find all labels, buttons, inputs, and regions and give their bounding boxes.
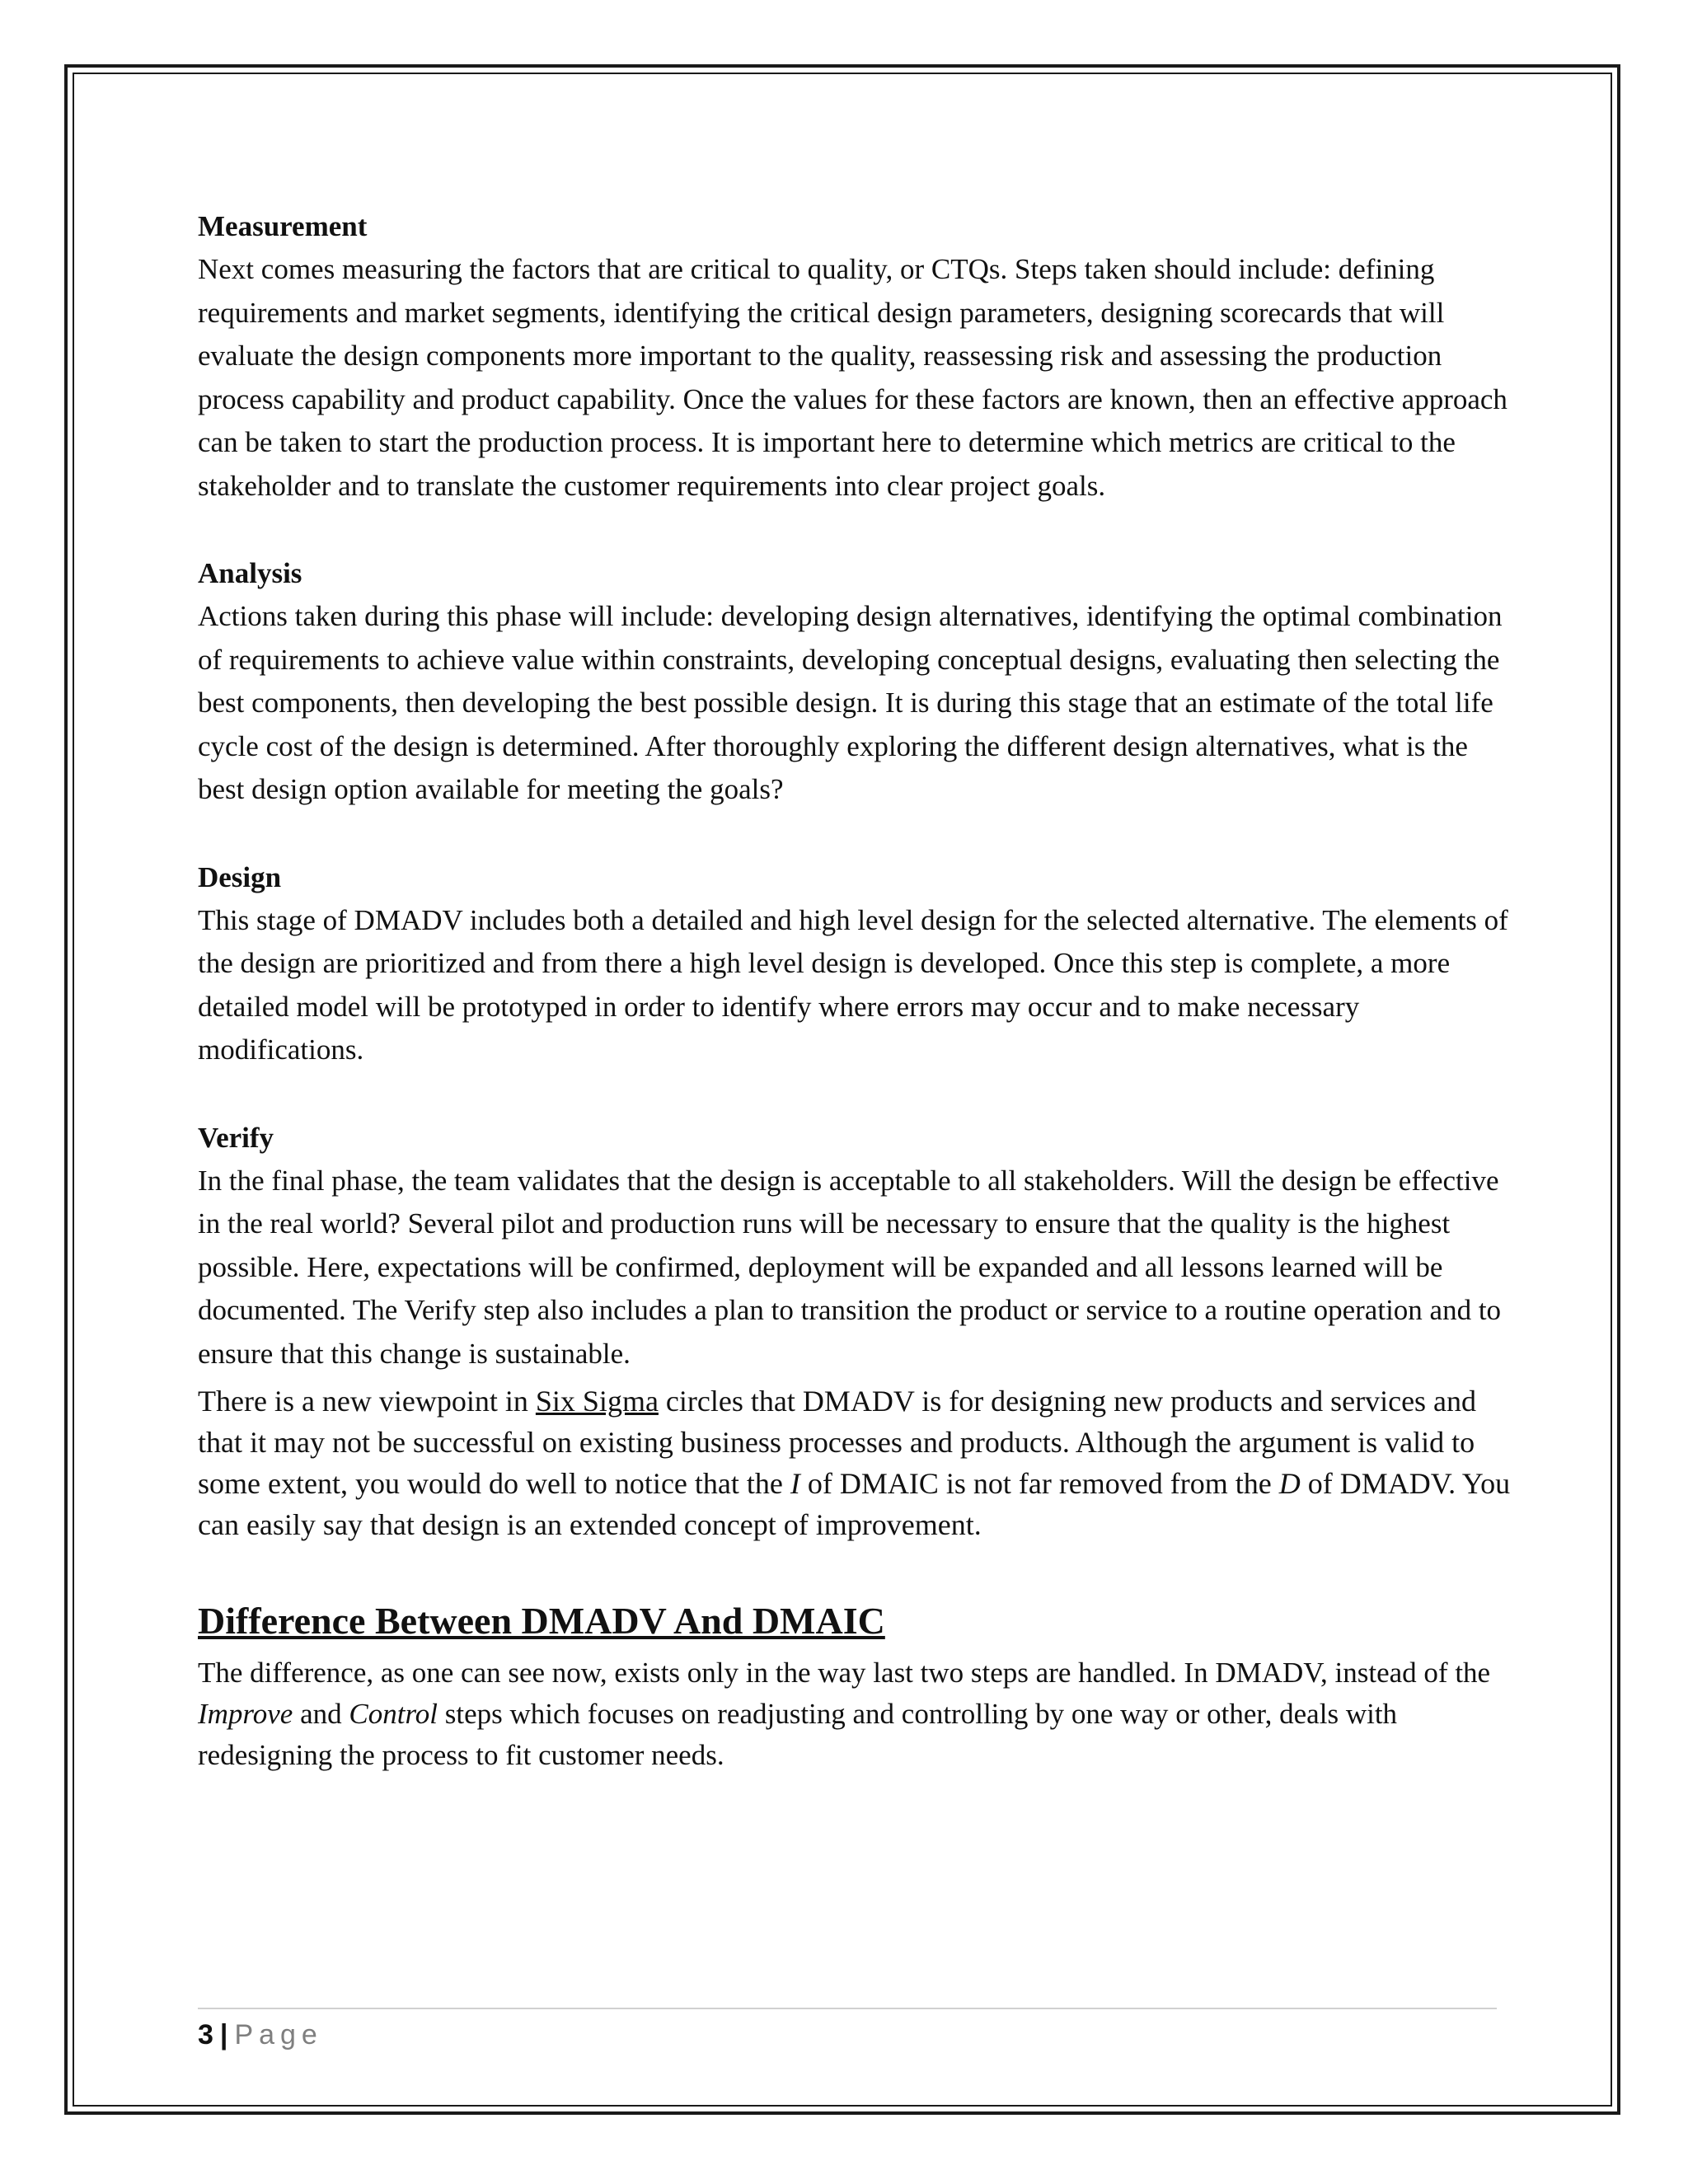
text-run: circles that DMADV is for designing new products and services and that it may not be successful on existing business processes and products. Although the argument is valid to some extent, you would do well to notice that the bbox=[198, 1385, 1477, 1500]
spacer bbox=[198, 508, 1517, 551]
heading-verify: Verify bbox=[198, 1121, 274, 1154]
italic-text: Control bbox=[349, 1698, 438, 1730]
text-run: of DMADV. You can easily say that design is an extended concept of improvement. bbox=[198, 1467, 1511, 1541]
paragraph-difference bbox=[198, 1652, 1517, 1776]
footer-divider bbox=[198, 2008, 1497, 2009]
text-run: of DMAIC is not far removed from the bbox=[799, 1467, 1279, 1500]
italic-text: D bbox=[1278, 1467, 1301, 1500]
spacer bbox=[198, 812, 1517, 855]
page-label: Page bbox=[234, 2019, 323, 2050]
text-run: steps which focuses on readjusting and controlling by one way or other, deals with redesigning the process to fit customer needs. bbox=[198, 1698, 1398, 1771]
text-run: The difference, as one can see now, exists only in the way last two steps are handled. In DMADV, instead of the bbox=[198, 1657, 1491, 1689]
section-verify bbox=[198, 1116, 1517, 1376]
text-run: and bbox=[293, 1698, 349, 1730]
section-design bbox=[198, 855, 1517, 1072]
page-footer bbox=[198, 2014, 323, 2055]
text-run: There is a new viewpoint in bbox=[198, 1385, 536, 1418]
spacer bbox=[198, 1072, 1517, 1116]
six-sigma-link[interactable]: Six Sigma bbox=[535, 1385, 659, 1418]
paragraph-design: This stage of DMADV includes both a detailed and high level design for the selected alternative. The elements of the design are prioritized and from there a high level design is developed. Once this step is complete, a more detailed model will be prototyped in order to identify where errors may occur and to make necessary modifications. bbox=[198, 903, 1508, 1066]
paragraph-measurement: Next comes measuring the factors that are critical to quality, or CTQs. Steps taken should include: defining requirements and market segments, identifying the critical design parameters, designing scorecards that will evaluate the design components more important to the quality, reassessing risk and assessing the production process capability and product capability. Once the values for these factors are known, then an effective approach can be taken to start the production process. It is important here to determine which metrics are critical to the stakeholder and to translate the customer requirements into clear project goals. bbox=[198, 253, 1507, 502]
page-content bbox=[198, 204, 1517, 1776]
section-analysis bbox=[198, 551, 1517, 812]
heading-design: Design bbox=[198, 860, 282, 893]
page-number: 3 bbox=[198, 2019, 213, 2050]
footer-separator: | bbox=[219, 2019, 228, 2050]
paragraph-analysis: Actions taken during this phase will include: developing design alternatives, identifying the optimal combination of requirements to achieve value within constraints, developing conceptual designs, evaluating then selecting the best components, then developing the best possible design. It is during this stage that an estimate of the total life cycle cost of the design is determined. After thoroughly exploring the different design alternatives, what is the best design option available for meeting the goals? bbox=[198, 600, 1503, 805]
section-measurement bbox=[198, 204, 1517, 508]
italic-text: Improve bbox=[198, 1698, 293, 1730]
paragraph-verify: In the final phase, the team validates that the design is acceptable to all stakeholders. Will the design be effective in the real world? Several pilot and production runs will be necessary to ensure that the quality is the highest possible. Here, expectations will be confirmed, deployment will be expanded and all lessons learned will be documented. The Verify step also includes a plan to transition the product or service to a routine operation and to ensure that this change is sustainable. bbox=[198, 1164, 1502, 1370]
heading-measurement: Measurement bbox=[198, 210, 368, 242]
heading-analysis: Analysis bbox=[198, 557, 302, 589]
heading-difference: Difference Between DMADV And DMAIC bbox=[198, 1600, 885, 1642]
paragraph-viewpoint bbox=[198, 1380, 1517, 1545]
italic-text: I bbox=[790, 1467, 800, 1500]
